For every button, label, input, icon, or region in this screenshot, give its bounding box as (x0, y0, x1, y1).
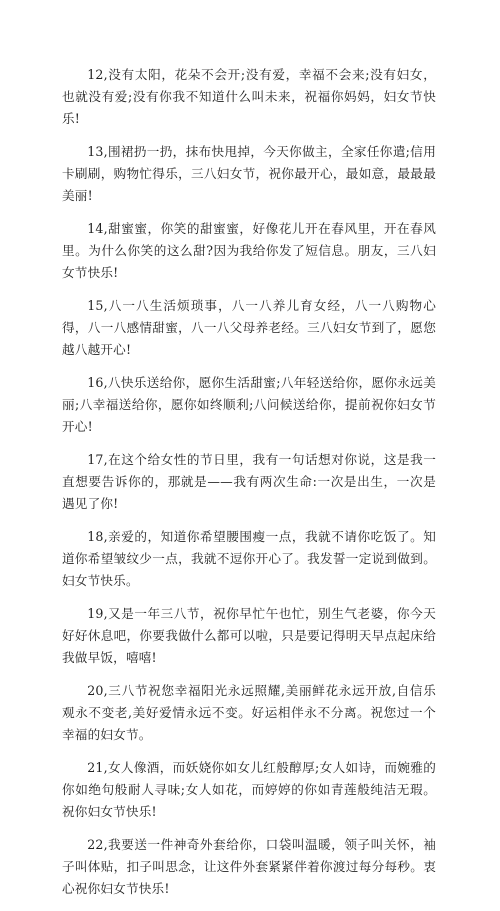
wish-paragraph-13: 13,围裙扔一扔，抹布快甩掉，今天你做主，全家任你遣;信用卡刷刷，购物忙得乐，三八妇女节，祝你最开心，最如意，最最最美丽! (62, 144, 436, 203)
wish-paragraph-19: 19,又是一年三八节，祝你早忙午也忙，别生气老婆，你今天好好休息吧，你要我做什么都可以啦，只是要记得明天早点起床给我做早饭，嘻嘻! (62, 606, 436, 665)
document-body (62, 64, 436, 911)
wish-paragraph-18: 18,亲爱的，知道你希望腰围瘦一点，我就不请你吃饭了。知道你希望皱纹少一点，我就不逗你开心了。我发誓一定说到做到。妇女节快乐。 (62, 529, 436, 588)
wish-paragraph-20: 20,三八节祝您幸福阳光永远照耀,美丽鲜花永远开放,自信乐观永不变老,美好爱情永远不变。好运相伴永不分离。祝您过一个幸福的妇女节。 (62, 683, 436, 742)
wish-paragraph-17: 17,在这个给女性的节日里，我有一句话想对你说，这是我一直想要告诉你的，那就是——我有两次生命:一次是出生，一次是遇见了你! (62, 452, 436, 511)
wish-paragraph-15: 15,八一八生活烦琐事，八一八养儿育女经，八一八购物心得，八一八感情甜蜜，八一八父母养老经。三八妇女节到了，愿您越八越开心! (62, 298, 436, 357)
wish-paragraph-22: 22,我要送一件神奇外套给你，口袋叫温暖，领子叫关怀，袖子叫体贴，扣子叫思念，让这件外套紧紧伴着你渡过每分每秒。衷心祝你妇女节快乐! (62, 837, 436, 896)
wish-paragraph-21: 21,女人像酒，而妖娆你如女儿红般醇厚;女人如诗，而婉雅的你如绝句般耐人寻味;女人如花，而婷婷的你如青莲般纯洁无瑕。祝你妇女节快乐! (62, 760, 436, 819)
wish-paragraph-12: 12,没有太阳，花朵不会开;没有爱，幸福不会来;没有妇女，也就没有爱;没有你我不知道什么叫未来，祝福你妈妈，妇女节快乐! (62, 67, 436, 126)
wish-paragraph-16: 16,八快乐送给你，愿你生活甜蜜;八年轻送给你，愿你永远美丽;八幸福送给你，愿你如终顺利;八问候送给你，提前祝你妇女节开心! (62, 375, 436, 434)
wish-paragraph-14: 14,甜蜜蜜，你笑的甜蜜蜜，好像花儿开在春风里，开在春风里。为什么你笑的这么甜?因为我给你发了短信息。朋友，三八妇女节快乐! (62, 221, 436, 280)
